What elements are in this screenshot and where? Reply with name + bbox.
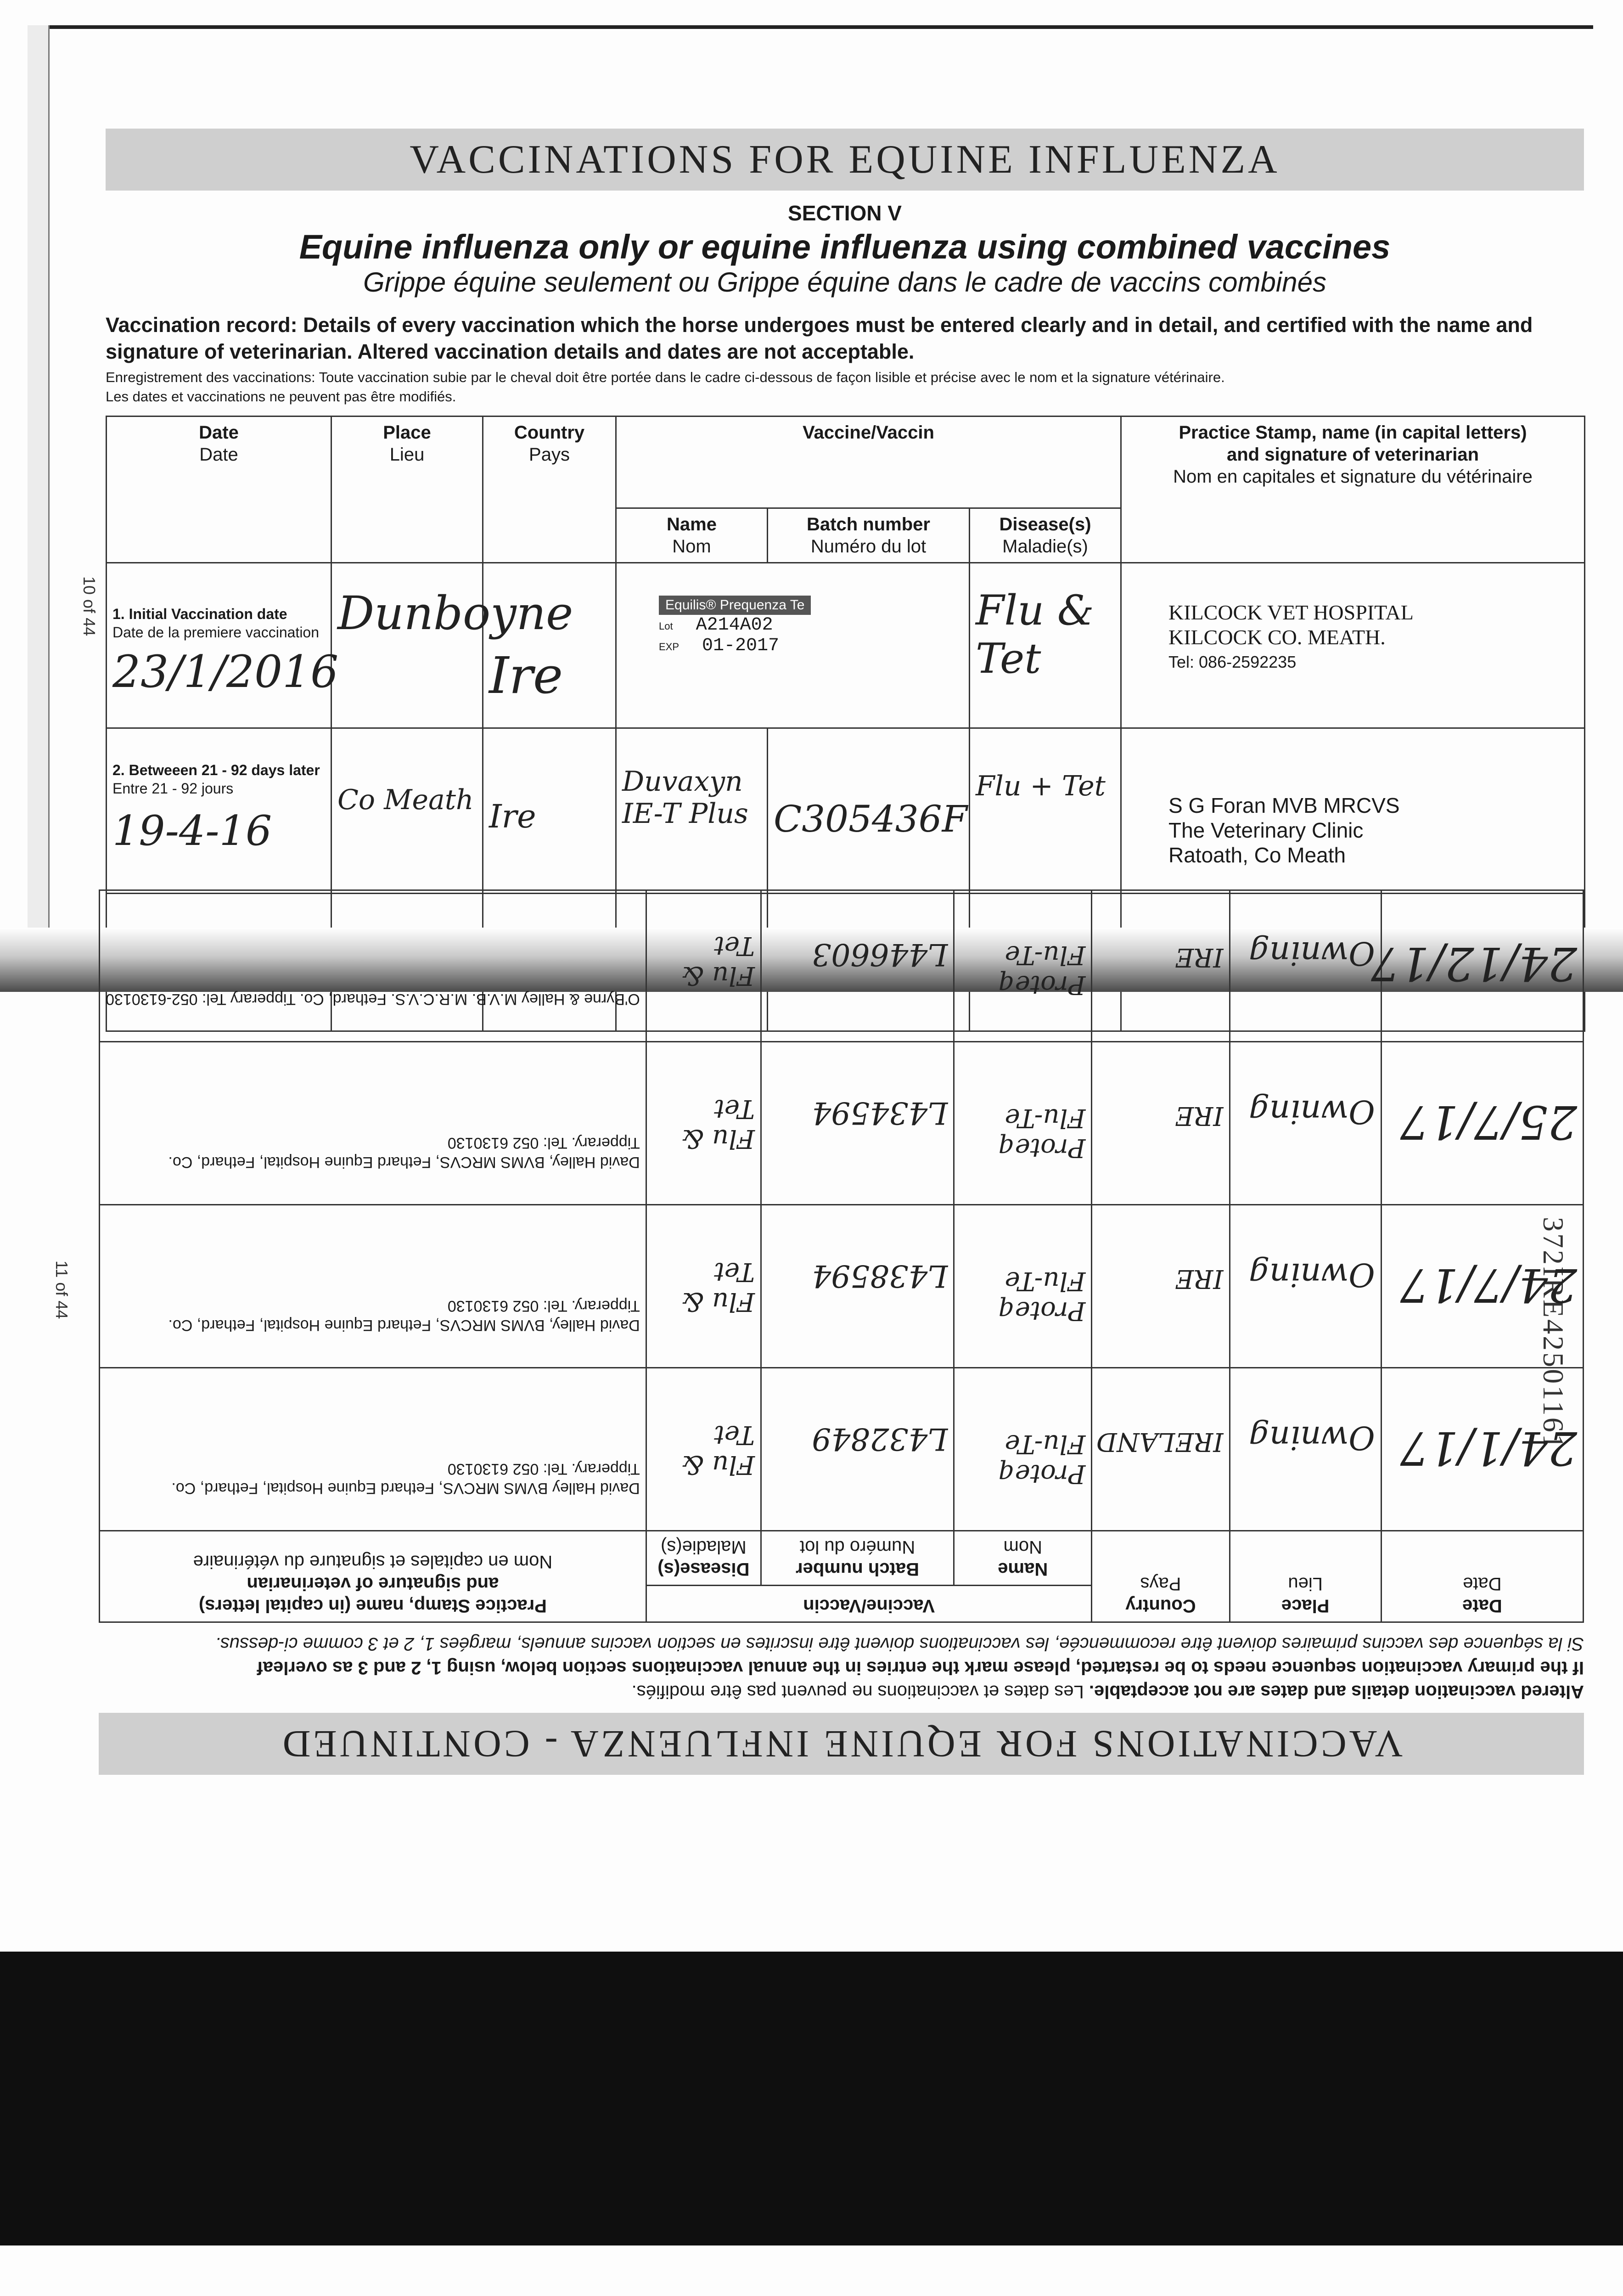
lrow2-date: 24/7/17 — [1400, 1258, 1577, 1312]
lrow3-place: Owning — [1249, 1093, 1375, 1131]
row1-exp: 01-2017 — [702, 636, 780, 656]
lrow4-disease: Flu & Tet — [681, 931, 755, 990]
row2-vaccine-name: Duvaxyn IE-T Plus — [622, 765, 748, 830]
header-batch: Batch number Numéro du lot — [768, 508, 970, 563]
header-place: Place Lieu — [1230, 1531, 1381, 1622]
lrow1-stamp: David Halley BVMS MRCVS, Fethard Equine Hospital, Fethard, Co. Tipperary. Tel: 052 6130130 — [171, 1460, 640, 1497]
lrow2-place: Owning — [1249, 1256, 1375, 1294]
row2-date: 19-4-16 — [112, 807, 272, 855]
lrow3-country: IRE — [1175, 1101, 1224, 1131]
record-fr-line-1: Enregistrement des vaccinations: Toute vaccination subie par le cheval doit être portée dans le cadre ci-dessous de façon lisible et précise avec le nom et la signature vétérinaire. — [106, 369, 1225, 385]
lrow4-batch: L446603 — [812, 937, 948, 972]
lrow1-country: IRELAND — [1096, 1427, 1224, 1457]
row1-lot: A214A02 — [696, 615, 773, 636]
row2-stamp-cell — [1121, 728, 1585, 894]
lrow1-place: Owning — [1249, 1419, 1375, 1457]
header-disease: Disease(s) Maladie(s) — [970, 508, 1121, 563]
row2-batch-cell — [768, 728, 970, 894]
page-edge — [28, 25, 1593, 29]
row1-disease: Flu & Tet — [976, 586, 1094, 683]
header-name: Name Nom — [616, 508, 768, 563]
lrow3-stamp: David Halley, BVMS MRCVS, Fethard Equine Hospital, Fethard, Co. Tipperary. Tel: 052 6130130 — [168, 1134, 640, 1171]
row2-disease: Flu + Tet — [976, 770, 1106, 802]
page-number-lower: 11 of 44 — [52, 1261, 71, 1319]
page-gutter — [28, 25, 50, 957]
table-row — [100, 1205, 1584, 1368]
header-date: Date Date — [1381, 1531, 1583, 1622]
header-stamp: Practice Stamp, name (in capital letters) and signature of veterinarian Nom en capitales et signature du vétérinaire — [1121, 416, 1585, 563]
page-title: VACCINATIONS FOR EQUINE INFLUENZA — [410, 137, 1280, 182]
table-header-row — [100, 1586, 1584, 1622]
record-label: Vaccination record: — [106, 313, 298, 337]
row1-date: 23/1/2016 — [112, 646, 339, 698]
lrow1-vaccine: Proteq Flu-Te — [998, 1429, 1086, 1489]
row1-vaccine-cell: Equilis® Prequenza Te Lot A214A02 EXP 01-2017 — [616, 563, 970, 728]
record-fr-line-2: Les dates et vaccinations ne peuvent pas être modifiés. — [106, 388, 456, 405]
header-date: Date Date — [107, 416, 331, 563]
table-row — [100, 1042, 1584, 1205]
row2-country-cell — [483, 728, 616, 894]
table-row — [107, 563, 1585, 728]
header-vaccine: Vaccine/Vaccin — [646, 1586, 1092, 1622]
lrow2-vaccine: Proteq Flu-Te — [998, 1266, 1086, 1326]
passport-side-code: 372IRE42501161 — [1537, 1217, 1570, 1451]
header-stamp: Practice Stamp, name (in capital letters) and signature of veterinarian Nom en capitales et signature du vétérinaire — [100, 1531, 646, 1622]
header-place: Place Lieu — [331, 416, 483, 563]
row1-stamp-cell — [1121, 563, 1585, 728]
lrow3-date: 25/7/17 — [1400, 1095, 1577, 1149]
title-banner — [106, 129, 1584, 191]
vaccine-label-sticker: Equilis® Prequenza Te — [659, 596, 811, 615]
lrow3-batch: L434594 — [812, 1095, 948, 1131]
lrow1-batch: L432849 — [812, 1421, 948, 1457]
lrow3-vaccine: Proteq Flu-Te — [998, 1103, 1086, 1163]
header-disease: Disease(s) Maladie(s) — [646, 1531, 761, 1586]
row1-place: Dunboyne — [337, 586, 573, 640]
row1-disease-cell — [970, 563, 1121, 728]
row2-disease-cell — [970, 728, 1121, 894]
scan-margin — [0, 2245, 1623, 2296]
table-row — [107, 728, 1585, 894]
annual-vaccination-table — [99, 889, 1584, 1623]
row2-name-cell — [616, 728, 768, 894]
table-row — [100, 1368, 1584, 1531]
header-country: Country Pays — [483, 416, 616, 563]
record-text: Details of every vaccination which the horse undergoes must be entered clearly and in detail, and certified with the name and signature of veterinarian. Altered vaccination details and dates are not acceptable. — [106, 313, 1533, 363]
header-vaccine: Vaccine/Vaccin — [616, 416, 1121, 508]
record-instructions-fr — [106, 368, 1584, 406]
lrow4-country: IRE — [1175, 942, 1224, 972]
row2-stamp-line-3: Ratoath, Co Meath — [1168, 843, 1346, 867]
lrow4-stamp: O'Byrne & Halley M.V.B. M.R.C.V.S. Fethard, Co. Tipperary Tel: 052-6130130 — [106, 990, 640, 1008]
section-heading: Equine influenza only or equine influenza using combined vaccines — [299, 228, 1391, 266]
lrow4-date: 24/12/17 — [1370, 937, 1577, 990]
lrow4-vaccine: Proteq Flu-Te — [998, 940, 1086, 1000]
row1-stamp-line-1: KILCOCK VET HOSPITAL — [1168, 601, 1414, 624]
lrow1-date: 24/1/17 — [1400, 1421, 1577, 1475]
record-instructions — [106, 312, 1584, 365]
section-heading-fr: Grippe équine seulement ou Grippe équine dans le cadre de vaccins combinés — [363, 267, 1326, 298]
row2-country: Ire — [489, 798, 536, 835]
lrow3-disease: Flu & Tet — [681, 1094, 755, 1154]
lrow2-country: IRE — [1175, 1264, 1224, 1294]
binder-cover — [0, 1952, 1623, 2245]
lrow1-disease: Flu & Tet — [681, 1420, 755, 1480]
lower-notes: Altered vaccination details and dates are not acceptable. Les dates et vaccinations ne peuvent pas être modifiés. If the primary vaccination sequence needs to be restarted, please mark the entries in the annual vaccinations section below, using 1, 2 and 3 as overleaf Si la séquence des vaccins primaires doivent être recommencée, les vaccinations doivent être inscrites en section vaccins annuels, margées 1, 2 et 3 comme ci-dessus. — [215, 1634, 1584, 1702]
title-banner-continued — [99, 1713, 1584, 1775]
row2-stamp-line-1: S G Foran MVB MRCVS — [1168, 793, 1400, 817]
row1-country: Ire — [489, 646, 563, 705]
lrow2-stamp: David Halley, BVMS MRCVS, Fethard Equine Hospital, Fethard, Co. Tipperary. Tel: 052 6130130 — [168, 1297, 640, 1334]
page-number-upper: 10 of 44 — [80, 576, 99, 636]
row1-stamp-line-3: Tel: 086-2592235 — [1168, 653, 1297, 671]
lower-page — [99, 931, 1584, 1775]
table-header-row — [107, 416, 1585, 508]
row2-date-cell: 2. Betweeen 21 - 92 days later Entre 21 - 92 jours 19-4-16 — [107, 728, 331, 894]
upper-page — [106, 129, 1584, 983]
row1-date-cell: 1. Initial Vaccination date Date de la premiere vaccination 23/1/2016 — [107, 563, 331, 728]
lrow2-batch: L438594 — [812, 1258, 948, 1294]
row2-place: Co Meath — [337, 784, 474, 816]
table-row — [100, 890, 1584, 1042]
lrow4-place: Owning — [1249, 934, 1375, 972]
header-country: Country Pays — [1092, 1531, 1230, 1622]
row2-batch: C305436F — [774, 798, 968, 840]
header-name: Name Nom — [954, 1531, 1092, 1586]
section-number: SECTION V — [788, 201, 902, 225]
lrow2-disease: Flu & Tet — [681, 1257, 755, 1317]
row2-stamp-line-2: The Veterinary Clinic — [1168, 818, 1364, 842]
header-batch: Batch number Numéro du lot — [761, 1531, 954, 1586]
page-title-continued: VACCINATIONS FOR EQUINE INFLUENZA - CONTINUED — [280, 1722, 1403, 1765]
row2-place-cell — [331, 728, 483, 894]
row1-stamp-line-2: KILCOCK CO. MEATH. — [1168, 625, 1386, 649]
